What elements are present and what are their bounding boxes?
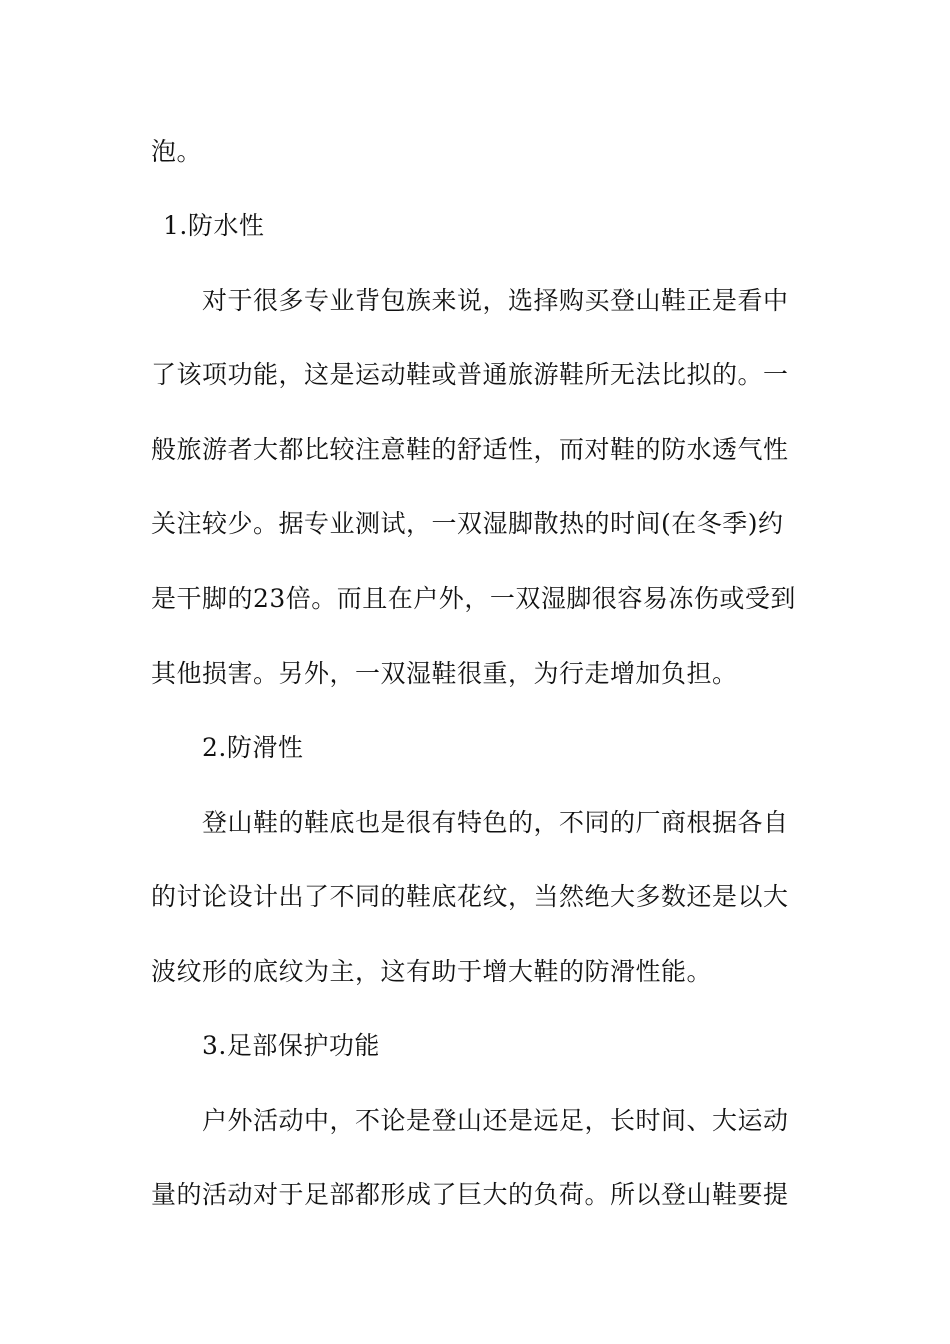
paragraph-line: 量的活动对于足部都形成了巨大的负荷。所以登山鞋要提 (151, 1180, 789, 1209)
paragraph-line: 其他损害。另外，一双湿鞋很重，为行走增加负担。 (151, 659, 738, 688)
paragraph-line: 泡。 (151, 137, 203, 166)
paragraph-line: 关注较少。据专业测试，一双湿脚散热的时间(在冬季)约 (151, 509, 784, 538)
paragraph-line: 是干脚的23倍。而且在户外，一双湿脚很容易冻伤或受到 (151, 584, 796, 613)
paragraph-line: 登山鞋的鞋底也是很有特色的，不同的厂商根据各自 (202, 808, 789, 837)
section-heading-anti-slip: 2.防滑性 (202, 733, 304, 762)
paragraph-line: 波纹形的底纹为主，这有助于增大鞋的防滑性能。 (151, 957, 713, 986)
paragraph-line: 的讨论设计出了不同的鞋底花纹，当然绝大多数还是以大 (151, 882, 789, 911)
section-heading-waterproof: 1.防水性 (163, 211, 265, 240)
paragraph-line: 户外活动中，不论是登山还是远足，长时间、大运动 (202, 1106, 789, 1135)
paragraph-line: 般旅游者大都比较注意鞋的舒适性，而对鞋的防水透气性 (151, 435, 789, 464)
paragraph-line: 了该项功能，这是运动鞋或普通旅游鞋所无法比拟的。一 (151, 360, 789, 389)
paragraph-line: 对于很多专业背包族来说，选择购买登山鞋正是看中 (202, 286, 789, 315)
section-heading-foot-protection: 3.足部保护功能 (202, 1031, 380, 1060)
